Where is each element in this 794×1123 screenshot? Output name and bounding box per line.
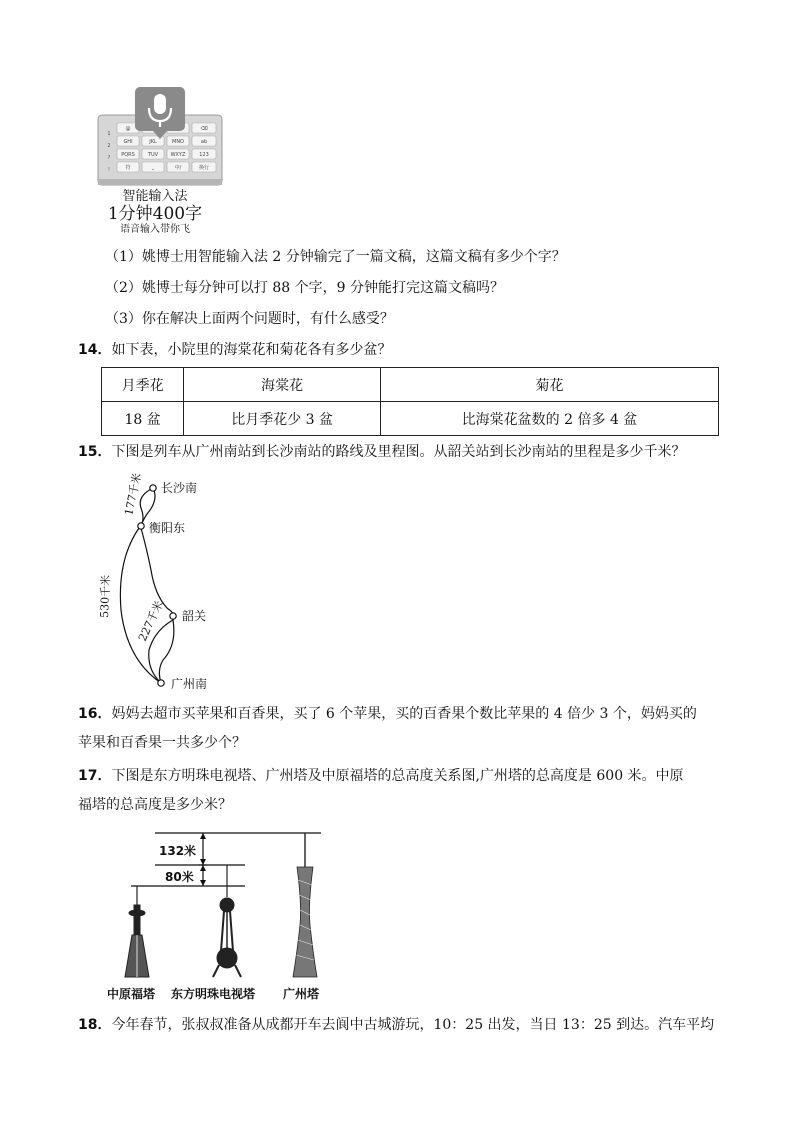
ime-speed: 1分钟400字 [107, 204, 203, 224]
q15-question [78, 442, 685, 462]
q14-question [78, 340, 391, 360]
key-label: 中/ [174, 165, 182, 171]
side-key: 2 [107, 143, 111, 149]
q16-line1 [78, 704, 697, 724]
q13-sub1: （1）姚博士用智能输入法 2 分钟输完了一篇文稿，这篇文稿有多少个字？ [105, 249, 566, 265]
ime-slogan: 语音输入带你飞 [120, 224, 190, 235]
q16-line2: 苹果和百香果一共多少个？ [78, 735, 246, 751]
side-key: ! [107, 167, 111, 173]
tower-label-oriental-pearl: 东方明珠电视塔 [171, 987, 256, 1001]
key-label: 符 [125, 165, 131, 171]
q18-text: 今年春节，张叔叔准备从成都开车去阆中古城游玩，10：25 出发，当日 13：25 到达。汽车平均 [111, 1017, 715, 1033]
station-changsha: 长沙南 [161, 481, 198, 495]
key-label: JKL [149, 139, 157, 145]
table-row [102, 402, 719, 436]
key-label: ⎵ [151, 165, 155, 171]
distance-227: 227千米 [135, 598, 166, 644]
key-label: ⌫ [200, 126, 208, 132]
q13-sub3: （3）你在解决上面两个问题时，有什么感受？ [105, 311, 394, 327]
q14-number: 14． [78, 342, 112, 358]
table-header: 海棠花 [184, 368, 381, 402]
q17-text: 下图是东方明珠电视塔、广州塔及中原福塔的总高度关系图,广州塔的总高度是 600 米。中原 [111, 768, 684, 784]
distance-530: 530千米 [98, 574, 113, 619]
table-cell: 比月季花少 3 盆 [184, 402, 381, 436]
table-cell: 比海棠花盆数的 2 倍多 4 盆 [381, 402, 719, 436]
tower-label-canton: 广州塔 [283, 987, 320, 1001]
table-cell: 18 盆 [102, 402, 184, 436]
q16-text: 妈妈去超市买苹果和百香果，买了 6 个苹果，买的百香果个数比苹果的 4 倍少 3 个，妈妈买的 [111, 706, 697, 722]
key-label: TUV [147, 152, 159, 158]
q17-line1 [78, 766, 684, 786]
ime-name: 智能输入法 [122, 189, 188, 204]
label-132m: 132米 [159, 844, 197, 858]
key-label: 123 [199, 152, 209, 158]
keyboard-graphic [95, 85, 235, 190]
side-key: 1 [107, 131, 111, 137]
oriental-pearl-tower-graphic [213, 865, 241, 977]
q18-number: 18． [78, 1017, 112, 1033]
distance-177: 177千米 [122, 471, 144, 517]
tower-diagram [105, 825, 335, 1005]
q15-text: 下图是列车从广州南站到长沙南站的路线及里程图。从韶关站到长沙南站的里程是多少千米？ [111, 444, 686, 460]
station-marker [150, 485, 156, 491]
station-marker [158, 680, 164, 686]
station-shaoguan: 韶关 [182, 609, 207, 623]
key-label: MNO [172, 139, 184, 145]
canton-tower-graphic [293, 833, 317, 977]
key-label: GHI [123, 139, 133, 145]
q16-number: 16． [78, 706, 112, 722]
q18-line1 [78, 1015, 714, 1035]
table-header: 菊花 [381, 368, 719, 402]
key-label: WXYZ [170, 152, 186, 158]
zhongyuan-tower-graphic [125, 886, 149, 977]
railway-map [85, 470, 245, 700]
table-header: 月季花 [102, 368, 184, 402]
flower-table [101, 367, 719, 436]
q17-line2: 福塔的总高度是多少米？ [78, 797, 232, 813]
station-marker [138, 523, 144, 529]
key-label: @ [125, 126, 131, 132]
q14-text: 如下表，小院里的海棠花和菊花各有多少盆？ [111, 342, 392, 358]
q13-sub2: （2）姚博士每分钟可以打 88 个字，9 分钟能打完这篇文稿吗？ [105, 280, 504, 296]
ime-illustration [95, 85, 235, 240]
table-row [102, 368, 719, 402]
tower-label-zhongyuan: 中原福塔 [107, 987, 156, 1001]
station-marker [170, 613, 176, 619]
q15-number: 15． [78, 444, 112, 460]
station-hengyang: 衡阳东 [149, 521, 186, 535]
station-guangzhou: 广州南 [171, 677, 208, 691]
key-label: PQRS [121, 152, 135, 158]
q17-number: 17． [78, 768, 112, 784]
side-key: ? [107, 155, 111, 161]
key-label: 换行 [198, 165, 210, 171]
label-80m: 80米 [165, 870, 194, 884]
key-label: ab [200, 139, 208, 145]
